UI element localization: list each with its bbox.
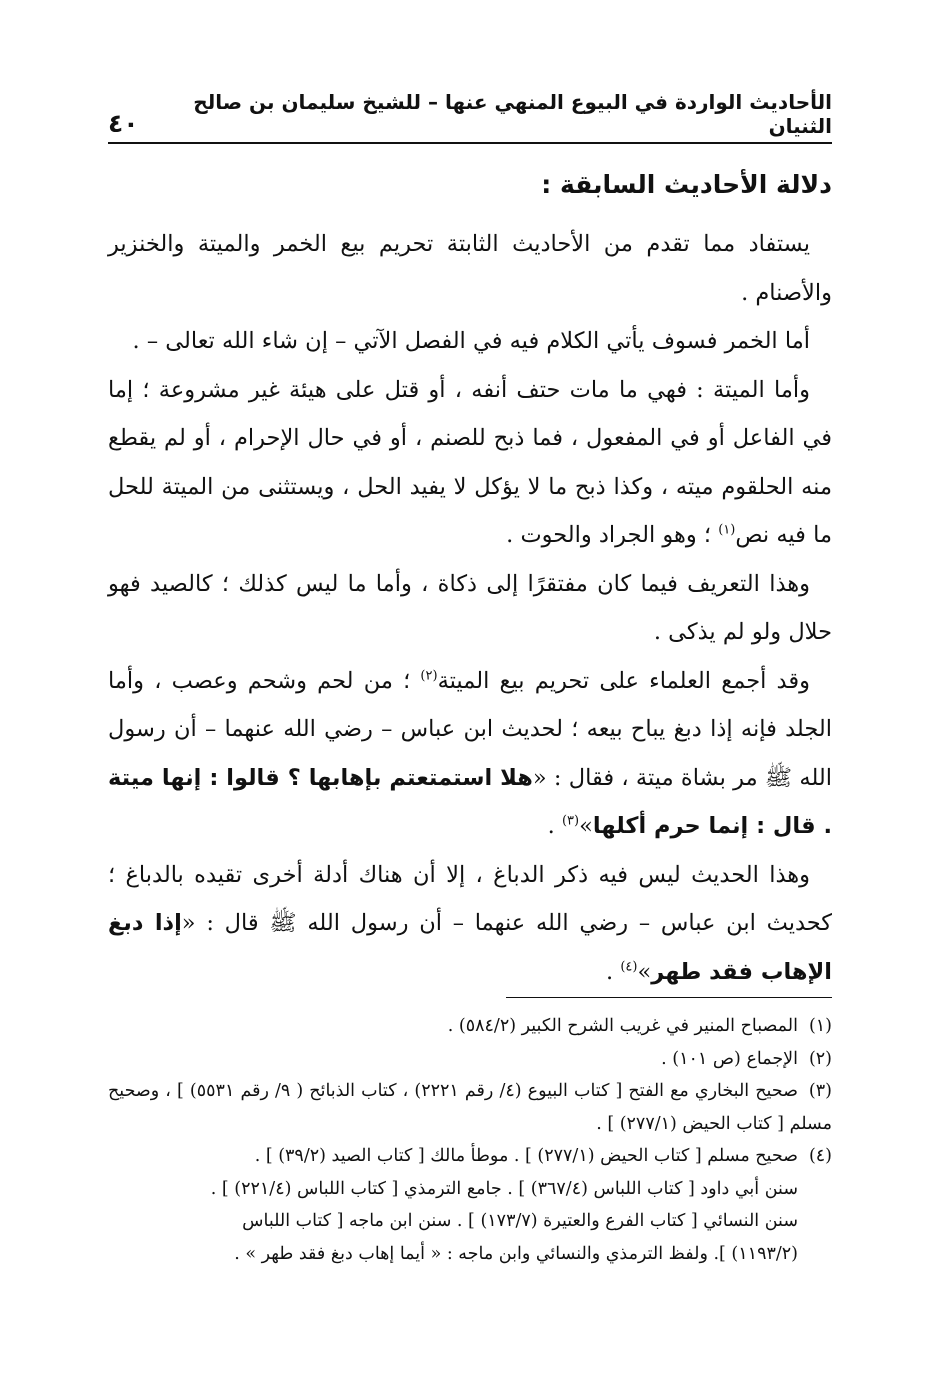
footnote-2 <box>108 1043 832 1076</box>
footnote-2-text: الإجماع (ص ١٠١) . <box>661 1048 798 1069</box>
paragraph-3-text-end: ؛ وهو الجراد والحوت . <box>506 522 719 548</box>
paragraph-5-text-mid: ؛ من لحم وشحم وعصب ، وأما الجلد فإنه إذا دبغ يباح بيعه ؛ لحديث ابن عباس – رضي الله عنهما – أن رسول الله ﷺ مر بشاة ميتة ، فقال : « <box>108 667 832 791</box>
paragraph-5-text-end: . <box>547 813 562 839</box>
main-text <box>108 160 832 996</box>
paragraph-5 <box>108 657 832 851</box>
footnote-4-marker: (٤) <box>808 1146 832 1166</box>
paragraph-1 <box>108 220 832 317</box>
paragraph-2 <box>108 317 832 366</box>
paragraph-3 <box>108 366 832 560</box>
footnote-4-line-2 <box>108 1173 832 1206</box>
footnote-ref-3: (٣) <box>561 813 580 829</box>
page-number: ٤٠ <box>108 109 139 138</box>
paragraph-1-text: يستفاد مما تقدم من الأحاديث الثابتة تحريم بيع الخمر والميتة والخنزير والأصنام . <box>108 231 832 306</box>
footnote-3-marker: (٣) <box>808 1081 832 1101</box>
footnote-ref-4: (٤) <box>620 959 638 974</box>
footnote-1-text: المصباح المنير في غريب الشرح الكبير (٥٨٤/٢) . <box>447 1016 798 1036</box>
running-title: الأحاديث الواردة في البيوع المنهي عنها – للشيخ سليمان بن صالح الثنيان <box>193 90 832 138</box>
paragraph-2-text: أما الخمر فسوف يأتي الكلام فيه في الفصل الآتي – إن شاء الله تعالى – . <box>132 328 810 354</box>
footnote-3 <box>108 1075 832 1140</box>
paragraph-4 <box>108 560 832 657</box>
footnote-divider <box>506 997 832 998</box>
footnote-4-text-line-4: (١١٩٣/٢) ]. ولفظ الترمذي والنسائي وابن ماجه : « أيما إهاب دبغ فقد طهر » . <box>234 1243 798 1264</box>
quote-close-2: » <box>637 958 652 985</box>
footnote-1 <box>108 1010 832 1043</box>
page-header <box>108 90 832 144</box>
footnote-4-line-3 <box>108 1205 832 1238</box>
paragraph-6-text: وهذا الحديث ليس فيه ذكر الدباغ ، إلا أن هناك أدلة أخرى تقيده بالدباغ ؛ كحديث ابن عباس – رضي الله عنهما – أن رسول الله ﷺ قال : « <box>108 861 832 936</box>
footnote-4-line-4 <box>108 1238 832 1271</box>
footnote-3-text: صحيح البخاري مع الفتح [ كتاب البيوع (٤/ رقم ٢٢٢١) ، كتاب الذبائح ( ٩/ رقم ٥٥٣١) ] ، وصحيح مسلم [ كتاب الحيض (٢٧٧/١) ] . <box>108 1081 832 1134</box>
paragraph-6-text-end: . <box>606 958 621 985</box>
footnote-4-text-line-2: سنن أبي داود [ كتاب اللباس (٣٦٧/٤) ] . جامع الترمذي [ كتاب اللباس (٢٢١/٤) ] . <box>210 1178 798 1199</box>
section-heading: دلالة الأحاديث السابقة : <box>541 170 832 199</box>
footnote-ref-1: (١) <box>718 522 736 538</box>
footnote-4-text-line-3: سنن النسائي [ كتاب الفرع والعتيرة (١٧٣/٧) ] . سنن ابن ماجه [ كتاب اللباس <box>242 1211 798 1231</box>
paragraph-5-text: وقد أجمع العلماء على تحريم بيع الميتة <box>437 667 810 694</box>
footnote-2-marker: (٢) <box>808 1048 832 1069</box>
footnote-ref-2: (٢) <box>420 668 438 683</box>
quote-close-1: » <box>579 813 593 839</box>
footnote-4-text-line-1: صحيح مسلم [ كتاب الحيض (٢٧٧/١) ] . موطأ مالك [ كتاب الصيد (٣٩/٢) ] . <box>254 1146 798 1166</box>
paragraph-3-text: وأما الميتة : فهي ما مات حتف أنفه ، أو قتل على هيئة غير مشروعة ؛ إما في الفاعل أو في المفعول ، فما ذبح للصنم ، أو في حال الإحرام ، أو لم يقطع منه الحلقوم ميته ، وكذا ذبح ما لا يؤكل لا يفيد الحل ، ويستثنى من الميتة للحل ما فيه نص <box>108 376 832 548</box>
footnote-1-marker: (١) <box>808 1016 832 1036</box>
paragraph-4-text: وهذا التعريف فيما كان مفتقرًا إلى ذكاة ، وأما ما ليس كذلك ؛ كالصيد فهو حلال ولو لم يذكى . <box>108 570 832 645</box>
hadith-quote-2: إذا دبغ الإهاب فقد طهر <box>108 910 832 985</box>
paragraph-6 <box>108 851 832 997</box>
hadith-quote-1: هلا استمتعتم بإهابها ؟ قالوا : إنها ميتة . قال : إنما حرم أكلها <box>108 764 832 839</box>
footnotes <box>108 1010 832 1270</box>
footnote-4 <box>108 1140 832 1173</box>
